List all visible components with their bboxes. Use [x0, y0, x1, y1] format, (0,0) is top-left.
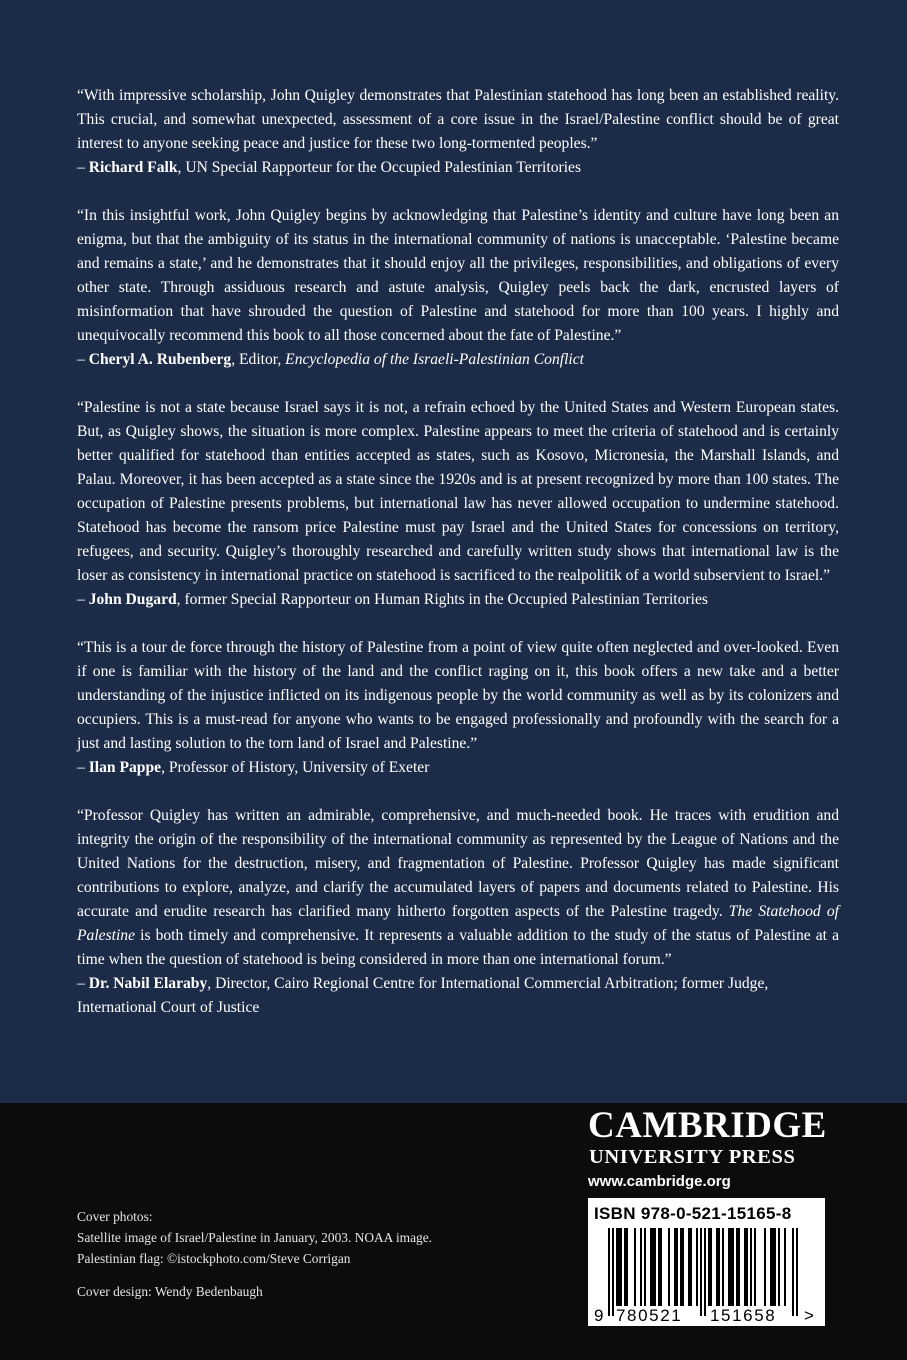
attribution: – John Dugard, former Special Rapporteur on Human Rights in the Occupied Palestinian Territories — [77, 591, 708, 608]
endorser-name: John Dugard — [88, 591, 177, 608]
barcode-bar — [680, 1228, 682, 1306]
quote-text: “With impressive scholarship, John Quigley demonstrates that Palestinian statehood has long been an established reality. This crucial, and somewhat unexpected, assessment of a core issue in the Israel/Palestine conflict should be of great interest to anyone seeking peace and justice for these two long-tormented peoples.” — [77, 87, 839, 152]
barcode-bar — [654, 1228, 656, 1306]
endorser-role: , Professor of History, University of Exeter — [161, 759, 430, 776]
barcode-bar — [624, 1228, 626, 1306]
endorsement-rubenberg — [77, 204, 839, 372]
barcode-bar — [640, 1228, 642, 1306]
barcode-bar — [718, 1228, 720, 1306]
barcode-bar — [750, 1228, 752, 1306]
barcode-bar — [704, 1228, 706, 1316]
publisher-logo — [588, 1106, 828, 1192]
barcode-bar — [676, 1228, 678, 1306]
barcode-arrow: > — [804, 1306, 816, 1325]
barcode-bar — [732, 1228, 734, 1306]
credit-design: Cover design: Wendy Bedenbaugh — [77, 1284, 263, 1299]
endorser-name: Cheryl A. Rubenberg — [88, 351, 232, 368]
barcode-bar — [784, 1228, 786, 1306]
barcode-bar — [652, 1228, 654, 1306]
isbn-barcode — [588, 1198, 825, 1326]
barcode-bar — [708, 1228, 710, 1306]
barcode-bar — [796, 1228, 798, 1316]
endorser-work: Encyclopedia of the Israeli-Palestinian Conflict — [285, 351, 584, 368]
barcode-bar — [618, 1228, 620, 1306]
barcode-bar — [650, 1228, 652, 1306]
barcode-bar — [608, 1228, 610, 1316]
barcode-bar — [736, 1228, 738, 1306]
barcode-bar — [634, 1228, 636, 1306]
publisher-subtitle: UNIVERSITY PRESS — [589, 1146, 796, 1168]
barcode-bar — [700, 1228, 702, 1316]
barcode-bar — [772, 1228, 774, 1306]
barcode-bar — [746, 1228, 748, 1306]
endorser-role: , UN Special Rapporteur for the Occupied Palestinian Territories — [177, 159, 582, 176]
barcode-graphic — [588, 1198, 825, 1326]
barcode-bar — [778, 1228, 780, 1306]
barcode-bar — [674, 1228, 676, 1306]
endorsement-elaraby — [77, 804, 839, 1020]
barcode-bar — [690, 1228, 692, 1306]
barcode-bar — [658, 1228, 660, 1306]
endorser-name: Dr. Nabil Elaraby — [88, 975, 208, 992]
barcode-digits-left: 780521 — [616, 1306, 683, 1325]
endorser-name: Ilan Pappe — [88, 759, 162, 776]
barcode-bar — [738, 1228, 740, 1306]
barcode-bar — [644, 1228, 646, 1306]
barcode-bar — [620, 1228, 622, 1306]
endorsement-dugard — [77, 396, 839, 612]
barcode-bar — [688, 1228, 690, 1306]
publisher-name: CAMBRIDGE — [588, 1105, 827, 1146]
endorsement-pappe — [77, 636, 839, 780]
endorsements — [77, 84, 839, 1044]
barcode-bar — [612, 1228, 614, 1316]
barcode-bar — [682, 1228, 684, 1306]
attribution: – Ilan Pappe, Professor of History, University of Exeter — [77, 759, 430, 776]
credits-heading: Cover photos: — [77, 1209, 153, 1224]
barcode-bar — [770, 1228, 772, 1306]
barcode-bar — [696, 1228, 698, 1306]
credit-satellite: Satellite image of Israel/Palestine in January, 2003. NOAA image. — [77, 1230, 433, 1245]
barcode-bar — [660, 1228, 662, 1306]
endorser-name: Richard Falk — [88, 159, 178, 176]
barcode-bar — [626, 1228, 628, 1306]
endorser-role: , Editor, — [231, 351, 286, 368]
barcode-digits-right: 151658 — [710, 1306, 777, 1325]
endorser-role: , former Special Rapporteur on Human Rights in the Occupied Palestinian Territories — [176, 591, 708, 608]
isbn-label: ISBN 978-0-521-15165-8 — [594, 1204, 792, 1223]
quote-text: “Professor Quigley has written an admirable, comprehensive, and much-needed book. He traces with erudition and integrity the origin of the responsibility of the international community as represented by the League of Nations and the United Nations for the destruction, misery, and fragmentation of Palestine. Professor Quigley has made significant contributions to explore, analyze, and clarify the accumulated layers of papers and documents related to Palestine. His accurate and erudite research has clarified many hitherto forgotten aspects of the Palestine tragedy. The Statehood of Palestine is both timely and comprehensive. It represents a valuable addition to the study of the status of Palestine at a time when the question of statehood is being considered in more than one international forum.” — [77, 807, 839, 968]
barcode-bar — [710, 1228, 712, 1306]
barcode-bar — [728, 1228, 730, 1306]
barcode-bar — [716, 1228, 718, 1306]
barcode-bar — [668, 1228, 670, 1306]
attribution: – Richard Falk, UN Special Rapporteur for the Occupied Palestinian Territories — [77, 159, 582, 176]
barcode-bar — [764, 1228, 766, 1306]
endorsement-falk — [77, 84, 839, 180]
cover-credits — [77, 1206, 557, 1302]
barcode-bar — [616, 1228, 618, 1306]
barcode-bar — [744, 1228, 746, 1306]
barcode-bar — [722, 1228, 724, 1306]
quote-text: “This is a tour de force through the history of Palestine from a point of view quite often neglected and over-looked. Even if one is familiar with the history of the land and the conflict raging on it, this book offers a new take and a better understanding of the injustice inflicted on its indigenous people by the world community as well as by its colonizers and occupiers. This is a must-read for anyone who wants to be engaged professionally and profoundly with the search for a just and lasting solution to the torn land of Israel and Palestine.” — [77, 639, 839, 752]
barcode-bar — [792, 1228, 794, 1316]
barcode-digit-first: 9 — [594, 1306, 606, 1325]
attribution: – Dr. Nabil Elaraby, Director, Cairo Regional Centre for International Commercial Arbitration; former Judge, International Court of Justice — [77, 975, 769, 1016]
quote-text: “In this insightful work, John Quigley begins by acknowledging that Palestine’s identity and culture have long been an enigma, but that the ambiguity of its status in the international community of nations is unacceptable. ‘Palestine became and remains a state,’ and he demonstrates that it should enjoy all the privileges, responsibilities, and obligations of every other state. Through assiduous research and astute analysis, Quigley peels back the dark, encrusted layers of misinformation that have shrouded the question of Palestine and statehood for more than 100 years. I highly and unequivocally recommend this book to all those concerned about the fate of Palestine.” — [77, 207, 839, 344]
attribution: – Cheryl A. Rubenberg, Editor, Encyclopedia of the Israeli-Palestinian Conflict — [77, 351, 584, 368]
publisher-url: www.cambridge.org — [588, 1173, 731, 1190]
book-title: The Statehood of Palestine — [77, 903, 839, 944]
barcode-bar — [754, 1228, 756, 1306]
quote-text: “Palestine is not a state because Israel says it is not, a refrain echoed by the United States and Western European states. But, as Quigley shows, the situation is more complex. Palestine appears to meet the criteria of statehood and is certainly better qualified for statehood than entities accepted as states, such as Kosovo, Micronesia, the Marshall Islands, and Palau. Moreover, it has been accepted as a state since the 1920s and is at present recognized by more than 100 states. The occupation of Palestine presents problems, but international law has never allowed occupation to undermine statehood. Statehood has become the ransom price Palestine must pay Israel and the United States for concessions on territory, refugees, and security. Quigley’s thoroughly researched and carefully written study shows that international law is the loser as consistency in international practice on statehood is sacrificed to the realpolitik of a world subservient to Israel.” — [77, 399, 839, 584]
endorser-role: , Director, Cairo Regional Centre for International Commercial Arbitration; former Judge, International Court of Justice — [77, 975, 769, 1016]
credit-flag: Palestinian flag: ©istockphoto.com/Steve Corrigan — [77, 1251, 351, 1266]
barcode-bar — [730, 1228, 732, 1306]
barcode-bar — [774, 1228, 776, 1306]
